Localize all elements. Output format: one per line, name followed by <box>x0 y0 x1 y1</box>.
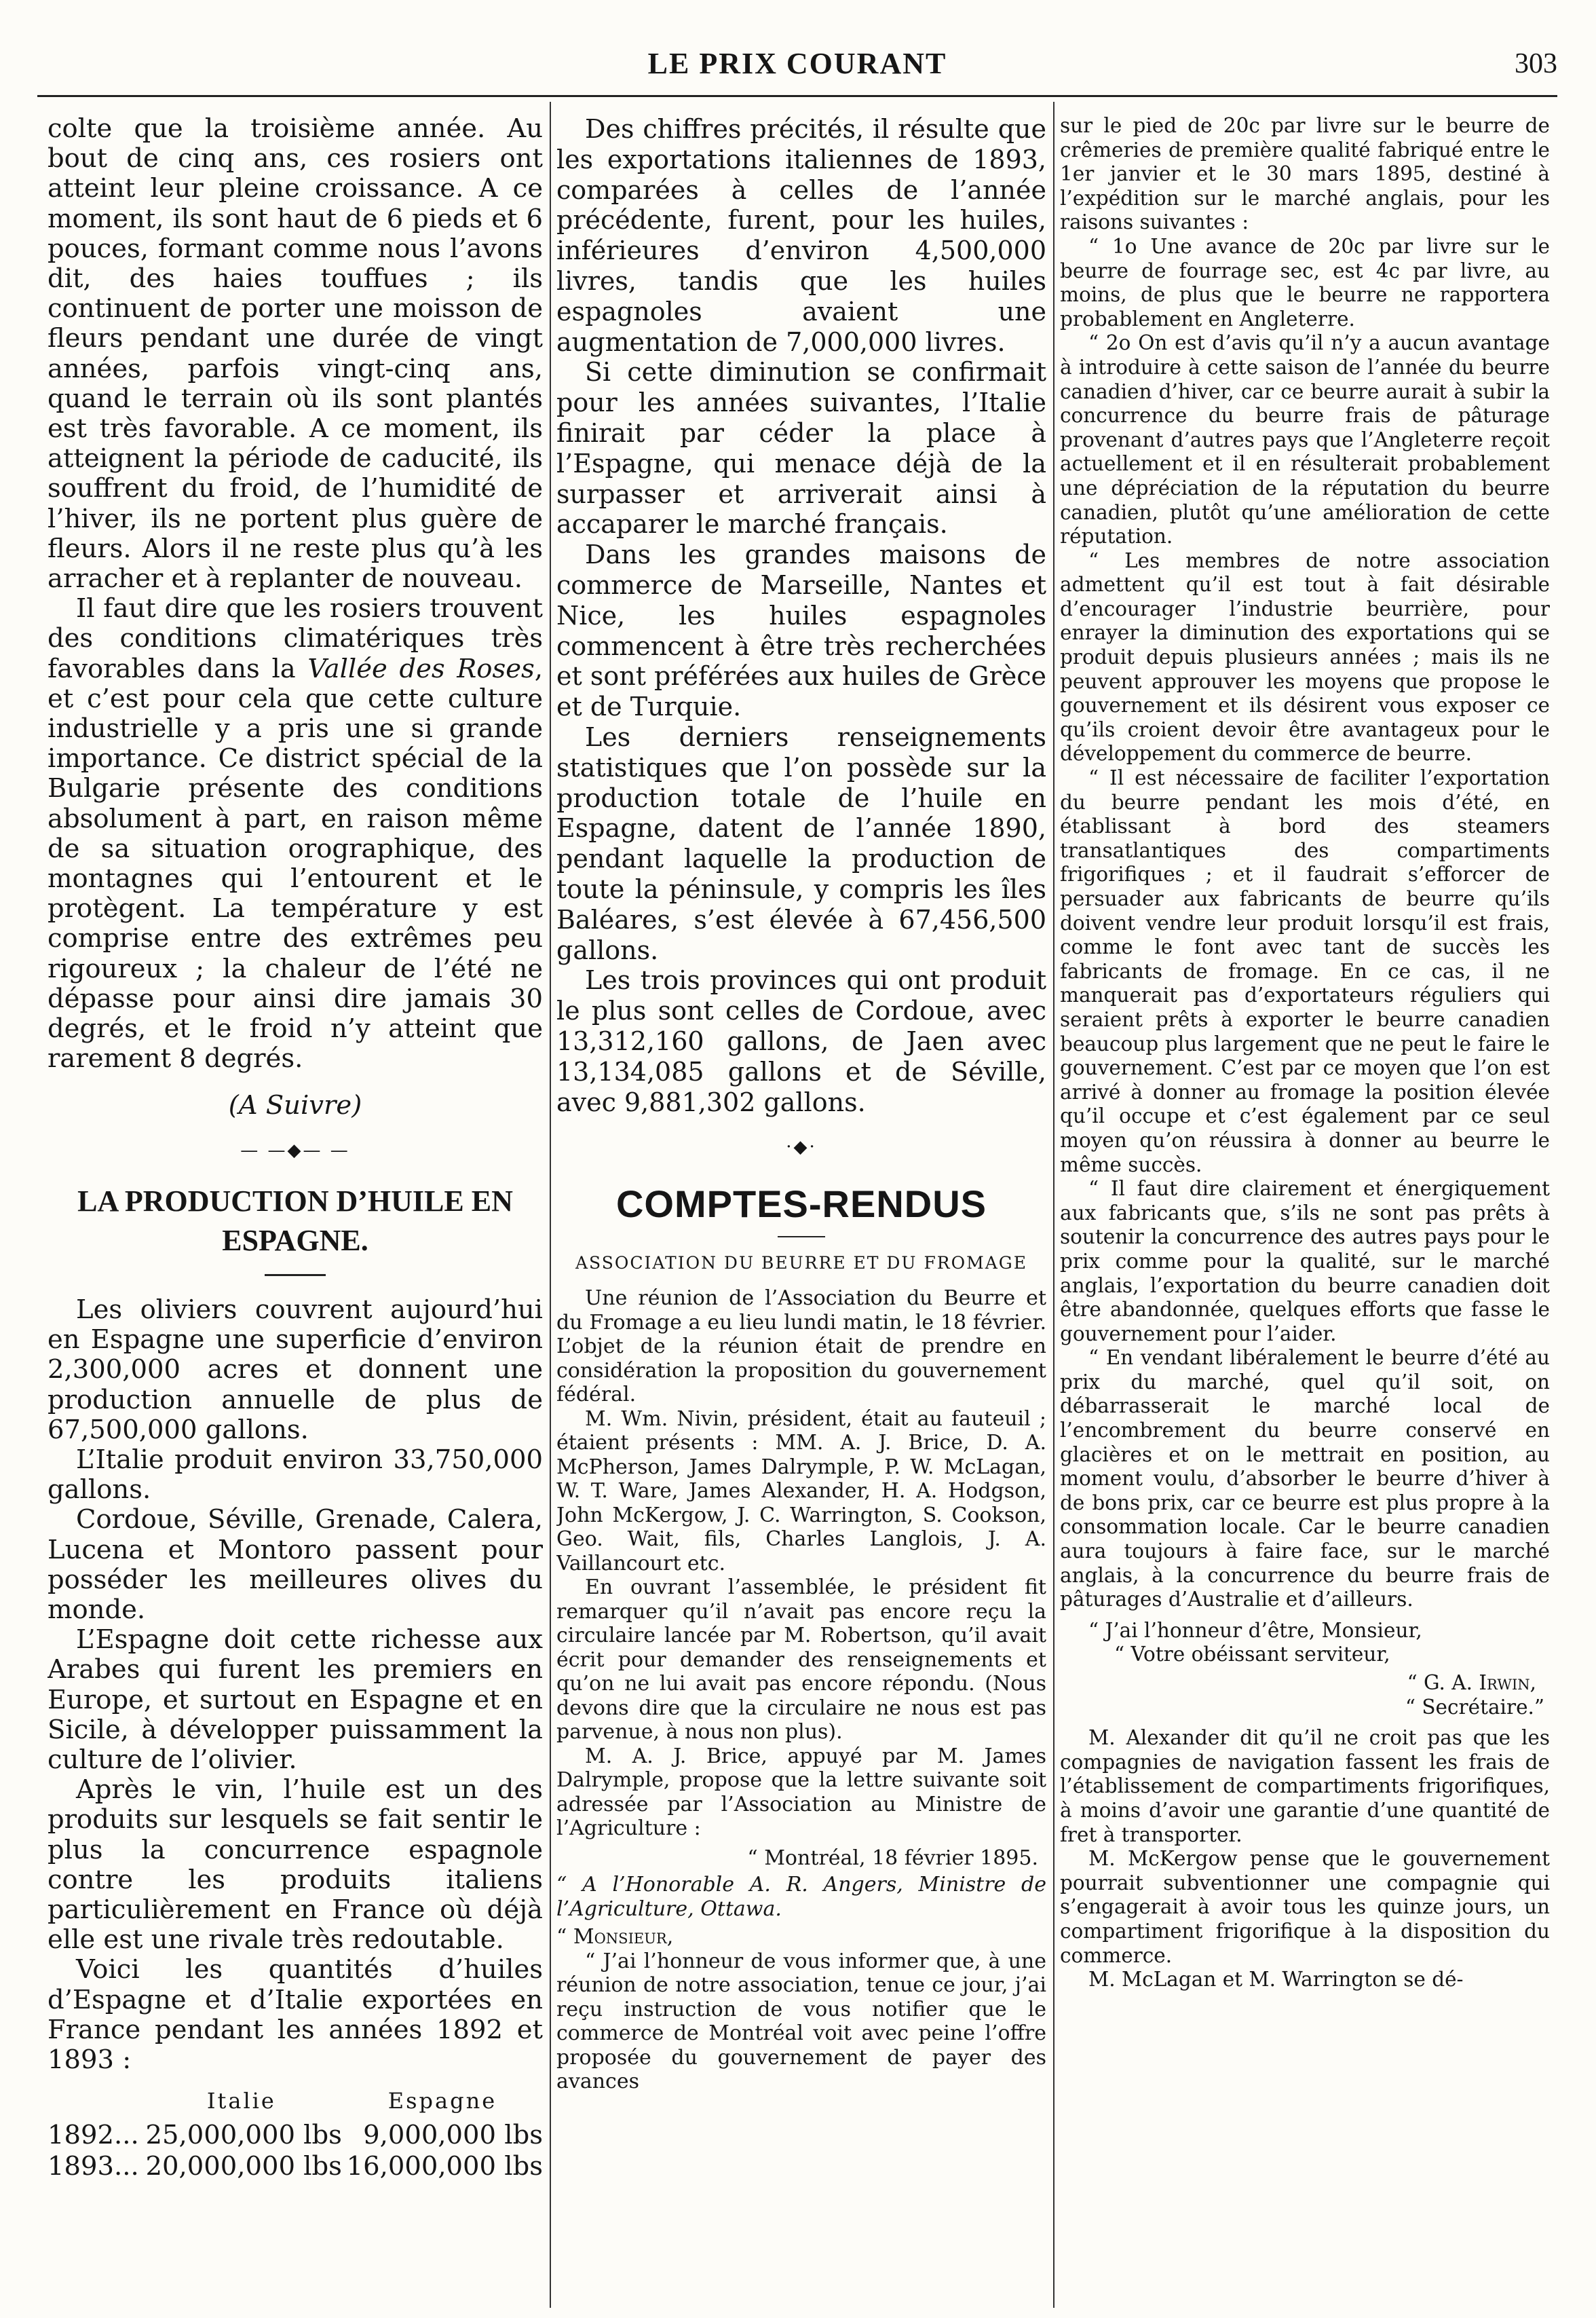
paragraph: colte que la troisième année. Au bout de cinq ans, ces rosiers ont atteint leur pleine croissance. A ce moment, ils sont haut de 6 pieds et 6 pouces, formant comme nous l’avons dit, des haies touffues ; ils continuent de porter une moisson de fleurs pendant une durée de vingt années, parfois vingt-cinq ans, quand le terrain où ils sont plantés est très favorable. A ce moment, ils atteignent la période de caducité, ils souffrent du froid, de l’humidité de l’hiver, ils ne portent plus guère de fleurs. Alors il ne reste plus qu’à les arracher et à replanter de nouveau. <box>48 114 543 595</box>
section-title: LA PRODUCTION D’HUILE EN ESPAGNE. <box>77 1184 513 1257</box>
table-cell: 9,000,000 lbs <box>363 2120 543 2151</box>
header-rule <box>37 95 1557 97</box>
section-subtitle: ASSOCIATION DU BEURRE ET DU FROMAGE <box>575 1253 1027 1273</box>
table-header-row <box>48 2082 543 2120</box>
paragraph: M. Wm. Nivin, président, était au fauteuil ; étaient présents : MM. A. J. Brice, D. A. McPherson, James Dalrymple, P. W. McLagan, W. T. Ware, James Alexander, H. A. Hodgson, John McKergow, J. C. Warrington, S. Cookson, Geo. Wait, fils, Charles Langlois, J. A. Vaillancourt etc. <box>556 1406 1046 1575</box>
report-body <box>556 1286 1046 2094</box>
running-title: LE PRIX COURANT <box>647 47 947 80</box>
table-cell: 25,000,000 lbs <box>145 2120 342 2151</box>
paragraph: Les derniers renseignements statistiques que l’on possède sur la production totale de l’huile en Espagne, datent de l’année 1890, pendant laquelle la production de toute la péninsule, y compris les îles Baléares, s’est élevée à 67,456,500 gallons. <box>556 722 1046 965</box>
paragraph: “ 1o Une avance de 20c par livre sur le beurre de fourrage sec, est 4c par livre, au moins, de plus que le beurre ne rapportera probablement en Angleterre. <box>1060 234 1550 331</box>
short-rule <box>778 1236 825 1237</box>
letter-closing: “ J’ai l’honneur d’être, Monsieur, <box>1088 1618 1422 1642</box>
table-cell: 1892... <box>48 2120 139 2151</box>
paragraph: Voici les quantités d’huiles d’Espagne et d’Italie exportées en France pendant les années 1892 et 1893 : <box>48 1954 543 2075</box>
short-rule <box>265 1274 326 1276</box>
paragraph: Après le vin, l’huile est un des produits sur lesquels se fait sentir le plus la concurrence espagnole contre les produits italiens particulièrement en France où déjà elle est une rivale très redoutable. <box>48 1774 543 1956</box>
paragraph: Une réunion de l’Association du Beurre et du Fromage a eu lieu lundi matin, le 18 février. L’objet de la réunion était de prendre en considération la proposition du gouvernement fédéral. <box>556 1286 1046 1407</box>
paragraph: Des chiffres précités, il résulte que les exportations italiennes de 1893, comparées à celles de l’année précédente, furent, pour les huiles, inférieures d’environ 4,500,000 livres, tandis que les huiles espagnoles avaient une augmentation de 7,000,000 livres. <box>556 114 1046 357</box>
table-header-blank <box>48 2082 141 2120</box>
paragraph: M. McLagan et M. Warrington se dé- <box>1088 1968 1464 1992</box>
column-2 <box>556 114 1046 2094</box>
a-suivre-note: (A Suivre) <box>228 1089 362 1121</box>
ornament-divider: ·◆· <box>786 1137 817 1158</box>
paragraph: Les oliviers couvrent aujourd’hui en Espagne une superficie d’environ 2,300,000 acres et donnent une production annuelle de plus de 67,500,000 gallons. <box>48 1294 543 1445</box>
paragraph: M. McKergow pense que le gouvernement pourrait subventionner une compagnie qui s’engagerait à avoir tous les quinze jours, un compartiment frigorifique à la disposition du commerce. <box>1060 1847 1550 1967</box>
paragraph <box>48 594 543 1074</box>
column-rule <box>550 102 551 2308</box>
column-1 <box>48 114 543 2182</box>
export-table <box>48 2082 543 2182</box>
signature-name: “ G. A. Irwin, <box>1407 1671 1536 1694</box>
paragraph: “ Il faut dire clairement et énergiquement aux fabricants que, s’ils ne sont pas prêts à soutenir la concurrence des autres pays pour le prix comme pour la qualité, sur le marché anglais, l’exportation du beurre canadien doit être abandonnée, quelques efforts que fasse le gouvernement pour l’aider. <box>1060 1177 1550 1345</box>
table-header: Italie <box>206 2088 276 2114</box>
paragraph: Les trois provinces qui ont produit le plus sont celles de Cordoue, avec 13,312,160 gallons, de Jaen avec 13,134,085 gallons et de Séville, avec 9,881,302 gallons. <box>556 965 1046 1117</box>
paragraph: sur le pied de 20c par livre sur le beurre de crêmeries de première qualité fabriqué entre le 1er janvier et le 30 mars 1895, destiné à l’expédition sur le marché anglais, pour les raisons suivantes : <box>1060 114 1550 234</box>
column-rule <box>1053 102 1054 2308</box>
paragraph: “ En vendant libéralement le beurre d’été au prix du marché, quel qu’il soit, on débarrasserait le marché local de l’encombrement du beurre conservé en glacières et on le mettrait en position, au moment voulu, d’absorber le beurre d’hiver à de bons prix, car ce beurre est plus propre à la consommation locale. Car le beurre canadien aura toujours à faire face, sur le marché anglais, à la concurrence du beurre frais de pâturages d’Australie et d’ailleurs. <box>1060 1346 1550 1611</box>
text-run: , et c’est pour cela que cette culture industrielle y a pris une si grande importance. Ce district spécial de la Bulgarie présente des conditions absolument à part, en raison même de sa situation orographique, des montagnes qui l’entourent et le protègent. La température y est comprise entre des extrêmes peu rigoureux ; la chaleur de l’été ne dépasse pour ainsi dire jamais 30 degrés, et le froid n’y atteint que rarement 8 degrés. <box>48 653 543 1074</box>
table-cell: 20,000,000 lbs <box>145 2151 342 2182</box>
letter-dateline: “ Montréal, 18 février 1895. <box>747 1846 1038 1870</box>
letter-salutation: “ Monsieur, <box>556 1925 674 1949</box>
page-number: 303 <box>1515 48 1557 79</box>
paragraph: Dans les grandes maisons de commerce de Marseille, Nantes et Nice, les huiles espagnoles commencent à être très recherchées et sont préférées aux huiles de Grèce et de Turquie. <box>556 540 1046 722</box>
paragraph: “ 2o On est d’avis qu’il n’y a aucun avantage à introduire à cette saison de l’année du beurre canadien d’hiver, car ce beurre aurait à subir la concurrence du beurre frais de pâturage provenant d’autres pays que l’Angleterre reçoit actuellement et il en résulterait probablement une dépréciation de la réputation du beurre canadien, plutôt qu’une amélioration de cette réputation. <box>1060 331 1550 548</box>
paragraph: “ Les membres de notre association admettent qu’il est tout à fait désirable d’encourager l’industrie beurrière, pour enrayer la diminution des exportations qui se produit depuis plusieurs années ; mais ils ne peuvent approuver les moyens que propose le gouvernement et ils désirent vous exposer ce qu’ils croient devoir être avantageux pour le développement du commerce de beurre. <box>1060 548 1550 766</box>
paragraph: L’Italie produit environ 33,750,000 gallons. <box>48 1444 543 1506</box>
table-cell: 1893... <box>48 2151 139 2182</box>
table-header: Espagne <box>387 2088 497 2114</box>
paragraph: M. A. J. Brice, appuyé par M. James Dalrymple, propose que la lettre suivante soit adressée par l’Association au Ministre de l’Agriculture : <box>556 1744 1046 1841</box>
table-cell: 16,000,000 lbs <box>346 2151 543 2182</box>
table-row <box>48 2151 543 2182</box>
signature-title: “ Secrétaire.” <box>1405 1695 1544 1719</box>
paragraph: M. Alexander dit qu’il ne croit pas que les compagnies de navigation fassent les frais de l’établissement de compartiments frigorifiques, à moins d’avoir une garantie d’une quantité de fret à transporter. <box>1060 1726 1550 1846</box>
paragraph: “ Il est nécessaire de faciliter l’exportation du beurre pendant les mois d’été, en établissant à bord des steamers transatlantiques des compartiments frigorifiques ; et il faudrait s’efforcer de persuader aux fabricants de beurre qu’ils doivent vendre leur produit lorsqu’il est frais, comme le font avec tant de succès les fabricants de fromage. En ce cas, il ne manquerait pas d’exportateurs réguliers qui seraient prêts à exporter le beurre canadien beaucoup plus largement que ne peut le faire le gouvernement. C’est par ce moyen que l’on est arrivé à donner au fromage la position élevée qu’il occupe et c’est également par ce seul moyen qu’on réussira à donner au beurre le même succès. <box>1060 766 1550 1176</box>
page-header <box>37 41 1557 95</box>
paragraph: Si cette diminution se confirmait pour les années suivantes, l’Italie finirait par céder la place à l’Espagne, qui menace déjà de la surpasser et arriverait ainsi à accaparer le marché français. <box>556 357 1046 540</box>
paragraph: Cordoue, Séville, Grenade, Calera, Lucena et Montoro passent pour posséder les meilleures olives du monde. <box>48 1504 543 1625</box>
column-3 <box>1060 114 1550 1992</box>
paragraph: “ J’ai l’honneur de vous informer que, à une réunion de notre association, tenue ce jour, j’ai reçu instruction de vous notifier que le commerce de Montréal voit avec peine l’offre proposée du gouvernement de payer des avances <box>556 1949 1046 2094</box>
letter-closing: “ Votre obéissant serviteur, <box>1114 1643 1390 1666</box>
text-run: Il faut dire que les rosiers trouvent des conditions climatériques très favorables dans la <box>48 593 543 684</box>
paragraph: L’Espagne doit cette richesse aux Arabes qui furent les premiers en Europe, et surtout en Espagne et en Sicile, à développer puissamment la culture de l’olivier. <box>48 1624 543 1775</box>
section-title: COMPTES-RENDUS <box>615 1182 987 1226</box>
paragraph: En ouvrant l’assemblée, le président fit remarquer qu’il n’avait pas encore reçu la circulaire lancée par M. Robertson, qu’il avait écrit pour demander des renseignements et qu’on ne lui avait pas encore répondu. (Nous devons dire que la circulaire ne nous est pas parvenue, à nous non plus). <box>556 1575 1046 1744</box>
ornament-divider: — —◆— — <box>240 1140 350 1161</box>
table-row <box>48 2120 543 2151</box>
emphasis: Vallée des Roses <box>307 653 535 684</box>
letter-address: “ A l’Honorable A. R. Angers, Ministre de l’Agriculture, Ottawa. <box>556 1873 1046 1921</box>
